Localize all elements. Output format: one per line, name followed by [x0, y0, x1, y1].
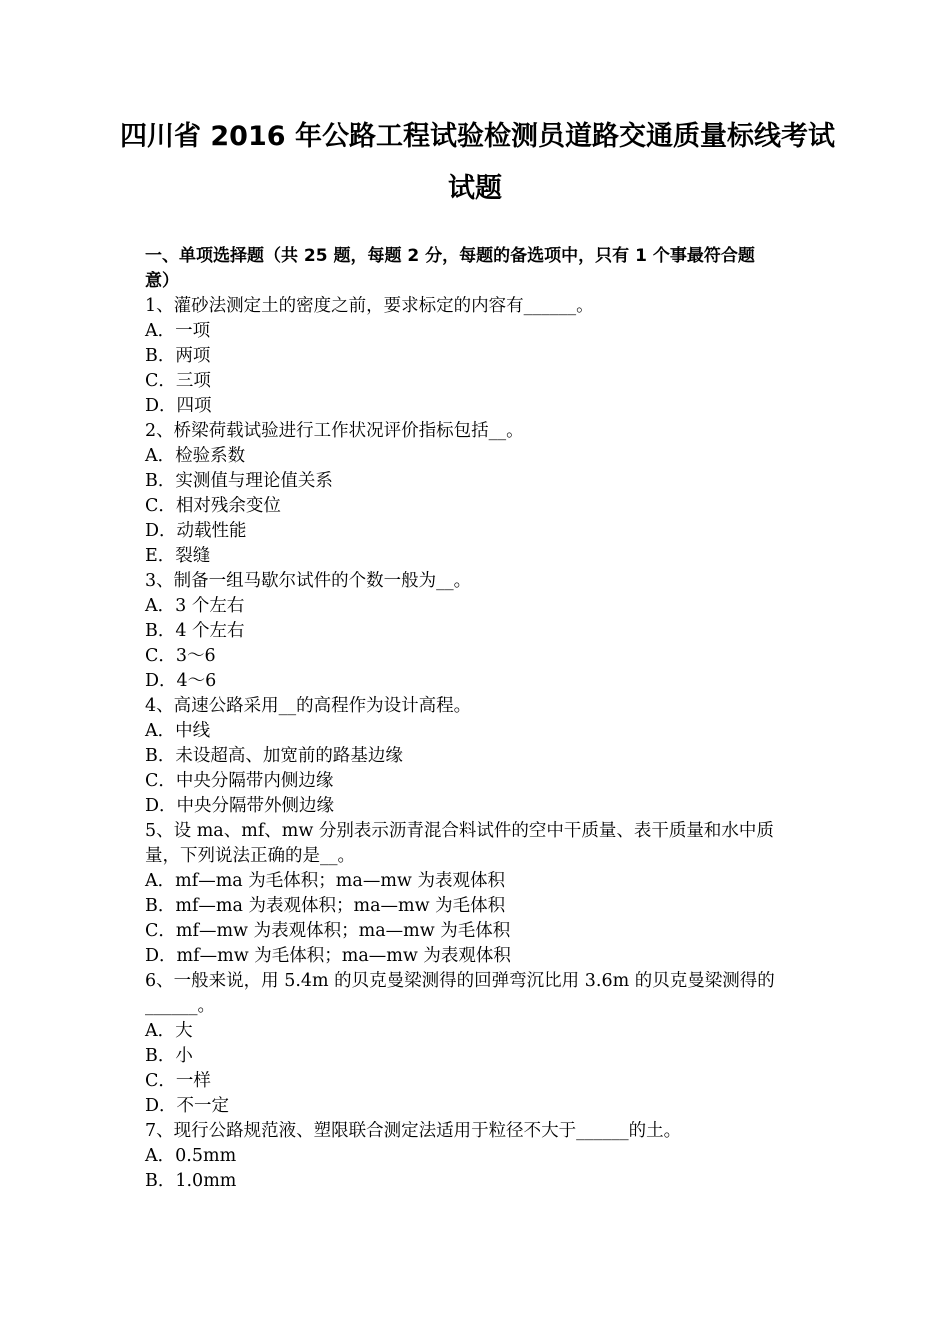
question-1-option-d: D．四项 — [145, 396, 212, 416]
question-3-option-a: A．3 个左右 — [145, 596, 245, 616]
document-title-line-2: 试题 — [448, 173, 502, 204]
section-heading-line-1: 一、单项选择题（共 25 题，每题 2 分，每题的备选项中，只有 1 个事最符合题 — [145, 246, 755, 266]
question-2-stem: 2、桥梁荷载试验进行工作状况评价指标包括__。 — [145, 421, 524, 441]
question-4-option-a: A．中线 — [145, 721, 211, 741]
question-1-stem: 1、灌砂法测定土的密度之前，要求标定的内容有______。 — [145, 296, 594, 316]
question-2-option-e: E．裂缝 — [145, 546, 211, 566]
document-title-line-1: 四川省 2016 年公路工程试验检测员道路交通质量标线考试 — [120, 121, 835, 152]
question-5-option-c: C．mf—mw 为表观体积；ma—mw 为毛体积 — [145, 921, 511, 941]
question-1-option-c: C．三项 — [145, 371, 211, 391]
question-4-option-b: B．未设超高、加宽前的路基边缘 — [145, 746, 403, 766]
question-4-option-c: C．中央分隔带内侧边缘 — [145, 771, 334, 791]
question-6-option-d: D．不一定 — [145, 1096, 230, 1116]
question-7-stem: 7、现行公路规范液、塑限联合测定法适用于粒径不大于______的土。 — [145, 1121, 682, 1141]
question-6-option-c: C．一样 — [145, 1071, 211, 1091]
question-3-stem: 3、制备一组马歇尔试件的个数一般为__。 — [145, 571, 472, 591]
question-6-option-a: A．大 — [145, 1021, 193, 1041]
question-5-option-b: B．mf—ma 为表观体积；ma—mw 为毛体积 — [145, 896, 506, 916]
question-5-option-d: D．mf—mw 为毛体积；ma—mw 为表观体积 — [145, 946, 511, 966]
question-6-option-b: B．小 — [145, 1046, 193, 1066]
question-3-option-d: D．4～6 — [145, 671, 217, 691]
question-1-option-b: B．两项 — [145, 346, 211, 366]
question-2-option-c: C．相对残余变位 — [145, 496, 281, 516]
question-6-stem-line-1: 6、一般来说，用 5.4m 的贝克曼梁测得的回弹弯沉比用 3.6m 的贝克曼梁测得的 — [145, 971, 775, 991]
question-7-option-a: A．0.5mm — [145, 1146, 237, 1166]
question-5-stem-line-1: 5、设 ma、mf、mw 分别表示沥青混合料试件的空中干质量、表干质量和水中质 — [145, 821, 774, 841]
question-4-option-d: D．中央分隔带外侧边缘 — [145, 796, 335, 816]
question-body — [145, 244, 810, 1194]
question-5-option-a: A．mf—ma 为毛体积；ma—mw 为表观体积 — [145, 871, 505, 891]
question-4-stem: 4、高速公路采用__的高程作为设计高程。 — [145, 696, 472, 716]
question-2-option-d: D．动载性能 — [145, 521, 247, 541]
question-6-stem-line-2: ______。 — [145, 996, 215, 1016]
question-5-stem-line-2: 量，下列说法正确的是__。 — [145, 846, 355, 866]
section-heading-line-2: 意） — [145, 271, 179, 291]
question-2-option-a: A．检验系数 — [145, 446, 246, 466]
question-1-option-a: A．一项 — [145, 321, 211, 341]
question-2-option-b: B．实测值与理论值关系 — [145, 471, 333, 491]
question-7-option-b: B．1.0mm — [145, 1171, 237, 1191]
question-3-option-b: B．4 个左右 — [145, 621, 245, 641]
question-3-option-c: C．3～6 — [145, 646, 216, 666]
